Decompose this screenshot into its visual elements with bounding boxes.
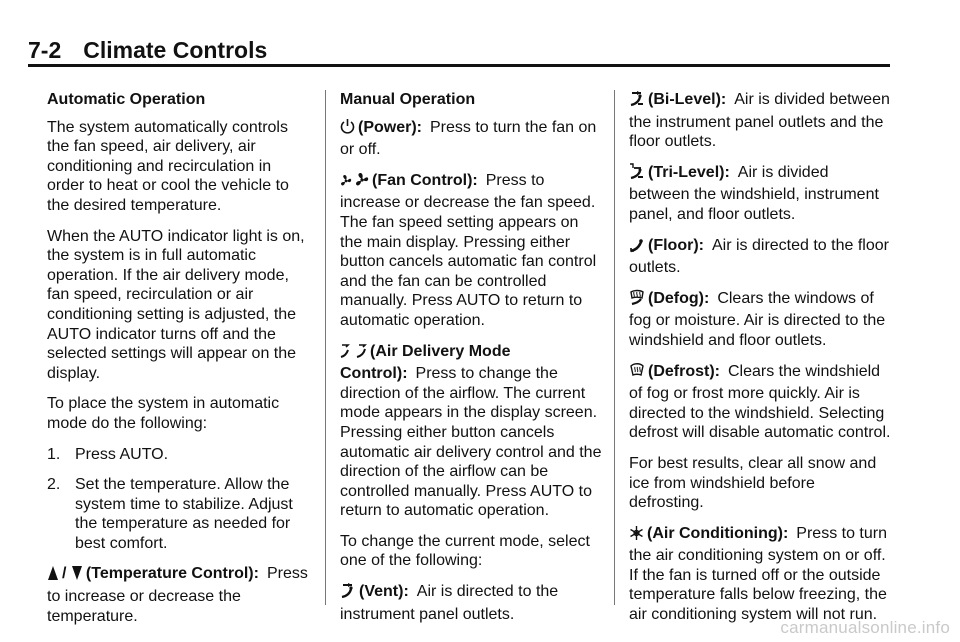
column-3 — [629, 90, 891, 636]
floor-item — [629, 236, 891, 278]
section-heading-manual: Manual Operation — [340, 91, 476, 108]
step-text: Set the temperature. Allow the system time to stabilize. Adjust the temperature as needed for best comfort. — [75, 476, 293, 552]
header-rule — [28, 64, 890, 67]
page-title: Climate Controls — [83, 37, 268, 63]
description: Air is divided between the windshield, instrument panel, and floor outlets. — [629, 163, 879, 223]
column-divider — [614, 90, 615, 605]
defog-item — [629, 289, 891, 351]
mode-left-icon — [340, 343, 352, 365]
fan-up-icon — [355, 172, 369, 194]
list-item — [47, 475, 309, 553]
air-conditioning-item — [629, 524, 891, 625]
term: (Fan Control): — [372, 171, 478, 189]
step-number: 1. — [47, 445, 61, 463]
snowflake-icon — [629, 525, 644, 547]
power-icon — [340, 118, 355, 141]
step-number: 2. — [47, 476, 61, 494]
separator: / — [62, 565, 67, 583]
term: (Floor): — [648, 236, 704, 254]
description: Press to increase or decrease the temperature. — [47, 565, 308, 625]
description: Clears the windshield of fog or frost more quickly. Air is directed to the windshield. Selecting defrost will disable automatic control. — [629, 362, 891, 442]
mode-right-icon — [355, 343, 367, 365]
fan-control-item — [340, 171, 602, 331]
step-text: Press AUTO. — [75, 445, 169, 463]
description: Press to turn the fan on or off. — [340, 118, 597, 159]
temperature-down-icon — [71, 565, 83, 587]
defog-icon — [629, 289, 645, 312]
description: Press to increase or decrease the fan speed. The fan speed setting appears on the main display. Pressing either button cancels automatic fan control and the fan can be controlled manually. Press AUTO to return to automatic operation. — [340, 171, 597, 329]
watermark: carmanualsonline.info — [780, 618, 950, 637]
tri-level-icon — [629, 163, 645, 186]
paragraph: To change the current mode, select one of the following: — [340, 532, 590, 570]
tri-level-item — [629, 163, 891, 225]
temperature-control-item — [47, 564, 309, 626]
list-item — [47, 445, 309, 465]
bi-level-icon — [629, 90, 645, 113]
vent-item — [340, 582, 602, 624]
defrost-icon — [629, 362, 645, 385]
power-item — [340, 118, 602, 160]
vent-icon — [340, 582, 356, 605]
term: (Tri-Level): — [648, 163, 730, 181]
description: Press to change the direction of the airflow. The current mode appears in the display screen. Pressing either button cancels automatic air delivery control and the direction of the airflow can be controlled manually. Press AUTO to return to automatic operation. — [340, 365, 602, 520]
description: Air is directed to the floor outlets. — [629, 236, 889, 277]
page-number: 7-2 — [28, 37, 62, 63]
air-delivery-mode-item — [340, 342, 602, 521]
paragraph: When the AUTO indicator light is on, the system is in full automatic operation. If the air delivery mode, fan speed, recirculation or air conditioning setting is adjusted, the AUTO indicator turns off and the selected settings will appear on the display. — [47, 227, 305, 382]
defrost-item — [629, 362, 891, 443]
page-header — [28, 36, 890, 64]
term: (Temperature Control): — [85, 565, 259, 583]
floor-icon — [629, 236, 645, 259]
term: (Power): — [358, 118, 422, 136]
paragraph: For best results, clear all snow and ice from windshield before defrosting. — [629, 454, 877, 512]
bi-level-item — [629, 90, 891, 152]
term: (Vent): — [359, 583, 409, 601]
description: Air is directed to the instrument panel outlets. — [340, 583, 559, 623]
description: Press to turn the air conditioning system on or off. If the fan is turned off or the outside temperature falls below freezing, the air conditioning system will not run. — [629, 524, 887, 624]
steps-list — [47, 445, 309, 554]
term: (Air Conditioning): — [647, 524, 789, 542]
paragraph: To place the system in automatic mode do the following: — [47, 395, 280, 432]
paragraph: The system automatically controls the fan speed, air delivery, air conditioning and recirculation in order to heat or cool the vehicle to the desired temperature. — [47, 118, 289, 214]
column-1 — [47, 90, 309, 637]
column-2 — [340, 90, 602, 635]
term: (Air Delivery Mode Control): — [340, 342, 511, 383]
section-heading-automatic: Automatic Operation — [47, 91, 206, 108]
term: (Defog): — [648, 289, 710, 307]
term: (Bi-Level): — [648, 91, 727, 108]
fan-down-icon — [340, 174, 352, 194]
term: (Defrost): — [648, 362, 720, 380]
description: Clears the windows of fog or moisture. Air is directed to the windshield and floor outlets. — [629, 289, 886, 349]
column-divider — [325, 90, 326, 605]
temperature-up-icon — [47, 565, 59, 587]
description: Air is divided between the instrument panel outlets and the floor outlets. — [629, 91, 890, 151]
